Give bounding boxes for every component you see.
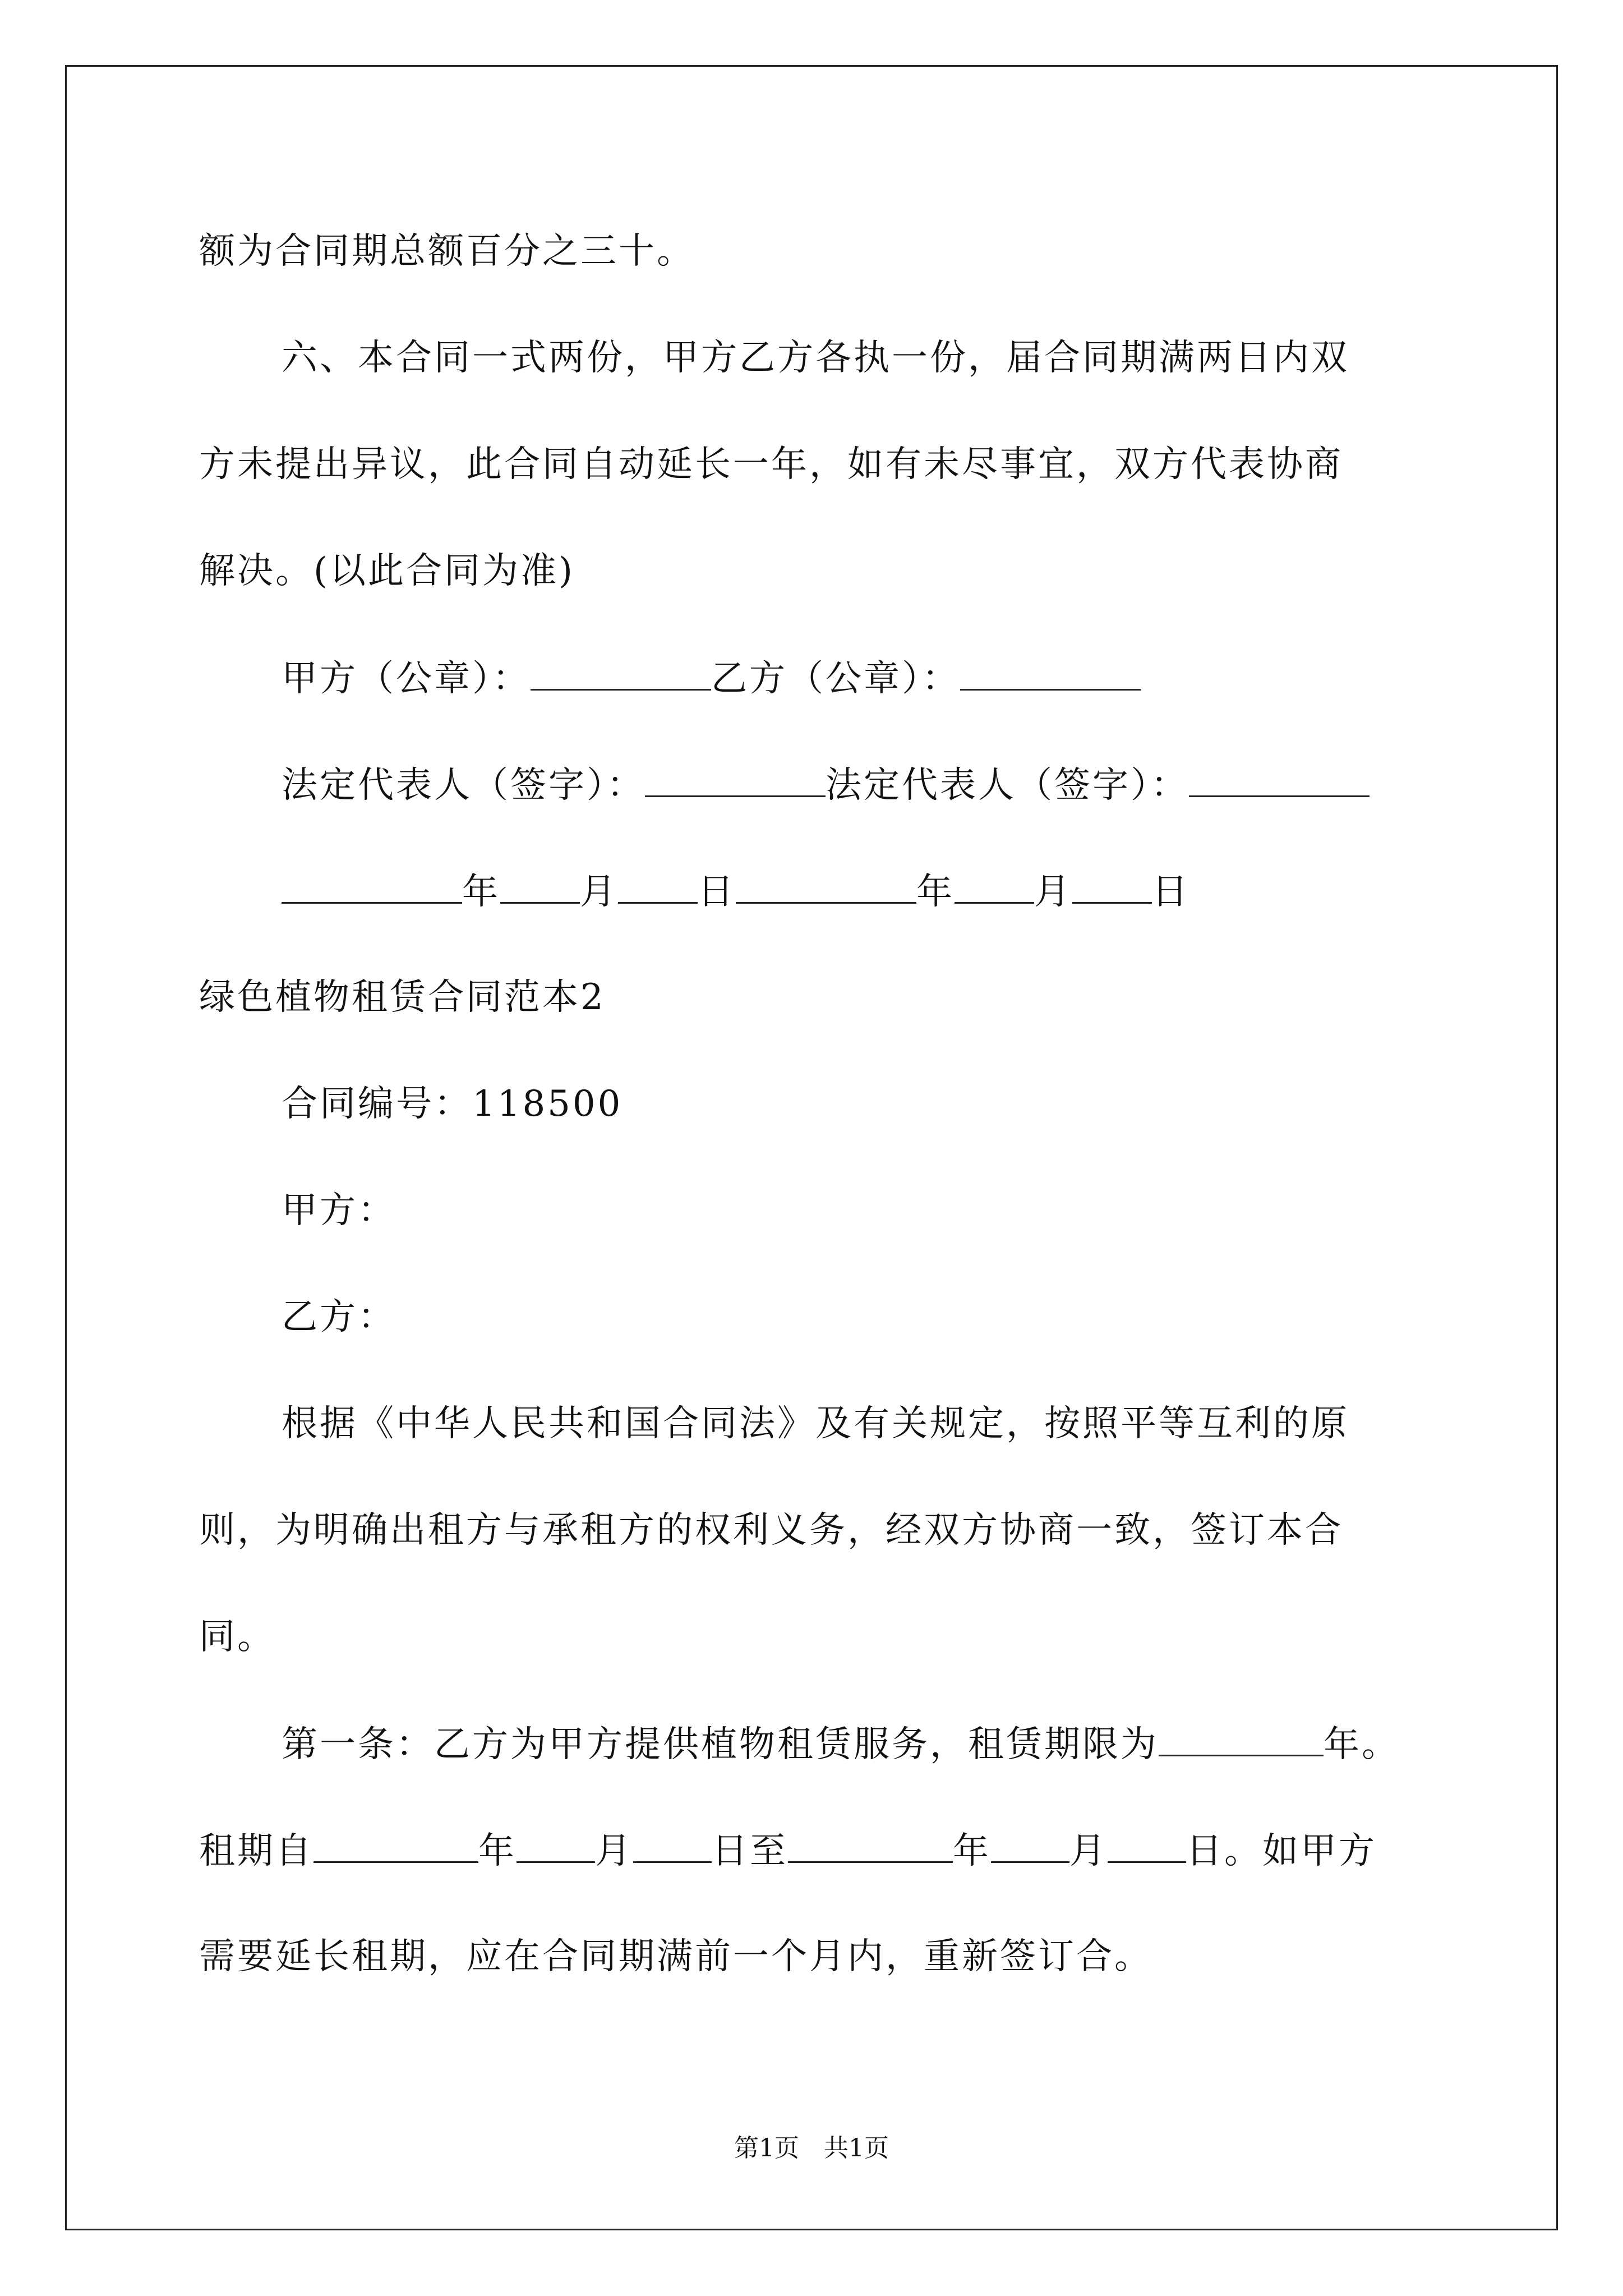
year-blank[interactable] bbox=[736, 868, 916, 904]
page-footer: 第1页 共1页 bbox=[734, 2134, 889, 2162]
start-month-blank[interactable] bbox=[517, 1828, 595, 1863]
contract-number-line bbox=[282, 1082, 623, 1126]
end-year-blank[interactable] bbox=[788, 1828, 953, 1863]
term-years-label: 年。 bbox=[1324, 1724, 1400, 1765]
end-month-blank[interactable] bbox=[991, 1828, 1069, 1863]
month-blank[interactable] bbox=[500, 868, 580, 904]
party-b-seal-label: 乙方（公章）： bbox=[711, 658, 960, 700]
article-1-dates-line bbox=[199, 1828, 1377, 1874]
contract-number-label: 合同编号： bbox=[282, 1083, 472, 1125]
paragraph-line: 解决。(以此合同为准) bbox=[199, 550, 575, 592]
start-year-blank[interactable] bbox=[313, 1828, 478, 1863]
party-a-seal-blank[interactable] bbox=[531, 655, 711, 691]
day-to-label: 日至 bbox=[712, 1830, 788, 1872]
start-day-blank[interactable] bbox=[633, 1828, 712, 1863]
article-1-text: 第一条：乙方为甲方提供植物租赁服务，租赁期限为 bbox=[282, 1724, 1159, 1765]
day-blank[interactable] bbox=[1072, 868, 1152, 904]
day-end-label: 日。如甲方 bbox=[1186, 1830, 1377, 1872]
rep-a-blank[interactable] bbox=[645, 762, 826, 797]
month-label: 月 bbox=[1034, 871, 1072, 913]
month-label: 月 bbox=[1069, 1830, 1108, 1872]
rep-b-blank[interactable] bbox=[1189, 762, 1370, 797]
end-day-blank[interactable] bbox=[1108, 1828, 1186, 1863]
party-a-seal-label: 甲方（公章）： bbox=[282, 658, 531, 700]
page-border bbox=[65, 65, 1558, 2230]
party-b-seal-blank[interactable] bbox=[960, 655, 1141, 691]
representative-line bbox=[282, 762, 1370, 808]
party-b-line: 乙方： bbox=[282, 1296, 396, 1338]
seal-line bbox=[282, 655, 1141, 701]
rep-a-label: 法定代表人（签字）： bbox=[282, 765, 645, 806]
paragraph-line: 需要延长租期，应在合同期满前一个月内，重新签订合。 bbox=[199, 1936, 1152, 1977]
paragraph-line: 六、本合同一式两份，甲方乙方各执一份，届合同期满两日内双 bbox=[282, 337, 1349, 379]
paragraph-line: 根据《中华人民共和国合同法》及有关规定，按照平等互利的原 bbox=[282, 1403, 1349, 1444]
lease-start-label: 租期自 bbox=[199, 1830, 313, 1872]
rep-b-label: 法定代表人（签字）： bbox=[826, 765, 1189, 806]
day-blank[interactable] bbox=[618, 868, 698, 904]
year-blank[interactable] bbox=[282, 868, 462, 904]
paragraph-line: 额为合同期总额百分之三十。 bbox=[199, 231, 695, 272]
party-a-line: 甲方： bbox=[282, 1190, 396, 1231]
article-1-line bbox=[282, 1721, 1400, 1767]
month-blank[interactable] bbox=[955, 868, 1034, 904]
day-label: 日 bbox=[1152, 871, 1190, 913]
contract-number-value: 118500 bbox=[472, 1083, 623, 1125]
paragraph-line: 则，为明确出租方与承租方的权利义务，经双方协商一致，签订本合 bbox=[199, 1510, 1343, 1551]
year-label: 年 bbox=[478, 1830, 517, 1872]
year-label: 年 bbox=[462, 871, 500, 913]
term-years-blank[interactable] bbox=[1159, 1721, 1324, 1756]
month-label: 月 bbox=[595, 1830, 633, 1872]
year-label: 年 bbox=[953, 1830, 991, 1872]
paragraph-line: 方未提出异议，此合同自动延长一年，如有未尽事宜，双方代表协商 bbox=[199, 444, 1343, 485]
section-title: 绿色植物租赁合同范本2 bbox=[199, 977, 606, 1018]
day-label: 日 bbox=[698, 871, 736, 913]
month-label: 月 bbox=[580, 871, 618, 913]
year-label: 年 bbox=[916, 871, 955, 913]
paragraph-line: 同。 bbox=[199, 1616, 275, 1658]
date-line bbox=[282, 868, 1190, 914]
